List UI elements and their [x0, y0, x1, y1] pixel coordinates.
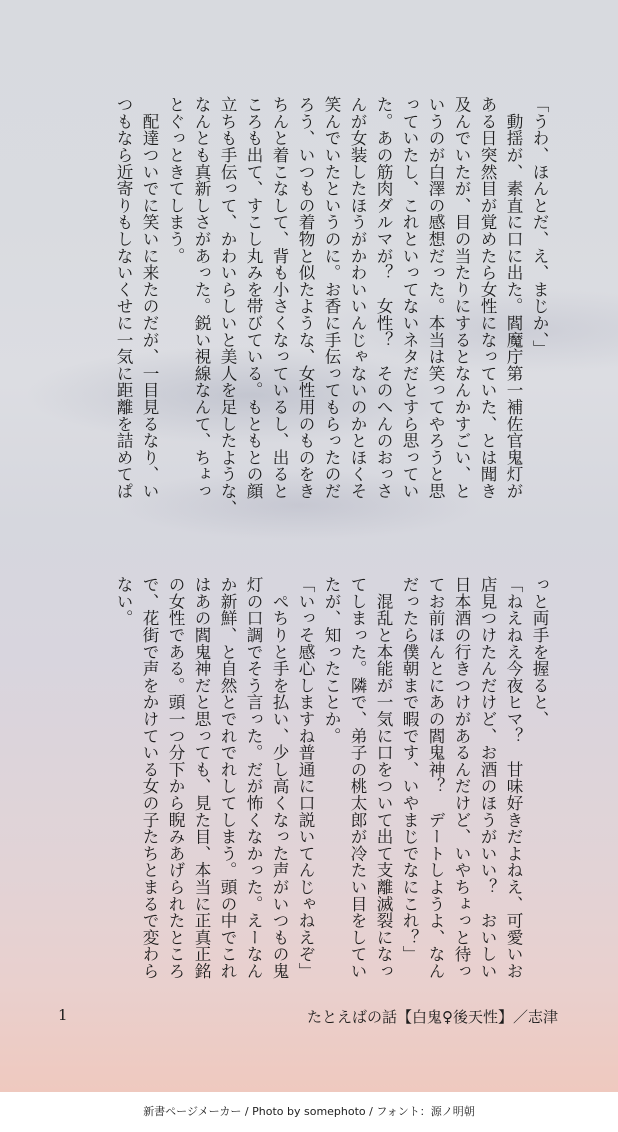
text-line: ちんと着こなして、背も小さくなっているし、出ると — [270, 96, 289, 500]
text-line: ある日突然目が覚めたら女性になっていた、とは聞き — [478, 96, 497, 500]
text-line: 及んでいたが、目の当たりにするとなんかすごい、と — [452, 96, 471, 500]
text-line: ころも出て、すこし丸みを帯びている。もともとの顔 — [244, 96, 263, 500]
text-line: か新鮮、と自然とでれでれしてしまう。頭の中でこれ — [218, 576, 237, 980]
text-line: で、花街で声をかけている女の子たちとまるで変わら — [140, 576, 159, 980]
text-line: 店見つけたんだけど、お酒のほうがいい？ おいしい — [478, 576, 497, 980]
text-line: 灯の口調でそう言った。だが怖くなかった。えーなん — [244, 576, 263, 980]
text-line: 「ねえねえ今夜ヒマ？ 甘味好きだよねえ、可愛いお — [504, 576, 523, 980]
text-line: ない。 — [114, 576, 133, 627]
text-line: 立ちも手伝って、かわいらしいと美人を足したような、 — [218, 96, 237, 516]
text-line: てお前ほんとにあの閻鬼神？ デートしようよ、なん — [426, 576, 445, 980]
text-line: 動揺が、素直に口に出た。閻魔庁第一補佐官鬼灯が — [504, 96, 523, 500]
credit-footer: 新書ページメーカー / Photo by somephoto / フォント：源ノ明朝 — [143, 1105, 475, 1118]
text-line: はあの閻鬼神だと思っても、見た目、本当に正真正銘 — [192, 576, 211, 980]
text-line: ろう、いつもの着物と似たような、女性用のものをき — [296, 96, 315, 500]
text-line: 混乱と本能が一気に口をついて出て支離滅裂になっ — [374, 576, 393, 980]
text-line: の女性である。頭一つ分下から睨みあげられたところ — [166, 576, 185, 980]
text-line: ぺちりと手を払い、少し高くなった声がいつもの鬼 — [270, 576, 289, 980]
text-line: てしまった。隣で、弟子の桃太郎が冷たい目をしてい — [348, 576, 367, 980]
text-line: っていたし、これといってないネタだとすら思ってい — [400, 96, 419, 500]
text-line: た。あの筋肉ダルマが？ 女性？ そのへんのおっさ — [374, 96, 393, 500]
text-line: 「うわ、ほんとだ、え、まじか、」 — [530, 96, 549, 357]
page-number: 1 — [58, 1006, 68, 1024]
text-line: 「いっそ感心しますね普通に口説いてんじゃねえぞ」 — [296, 576, 315, 980]
text-line: んが女装したほうがかわいいんじゃないのかとほくそ — [348, 96, 367, 500]
text-line: たが、知ったことか。 — [322, 576, 341, 744]
text-line: だったら僕朝まで暇です、いやまじでなにこれ？」 — [400, 576, 419, 963]
running-title: たとえばの話【白鬼♀後天性】／志津 — [307, 1008, 558, 1026]
text-line: つもなら近寄りもしないくせに一気に距離を詰めてぱ — [114, 96, 133, 500]
text-line: いうのが白澤の感想だった。本当は笑ってやろうと思 — [426, 96, 445, 500]
text-line: なんとも真新しさがあった。鋭い視線なんて、ちょっ — [192, 96, 211, 500]
text-line: っと両手を握ると、 — [530, 576, 549, 728]
text-line: 日本酒の行きつけがあるんだけど、いやちょっと待っ — [452, 576, 471, 980]
text-line: 笑んでいたというのに。お香に手伝ってもらったのだ — [322, 96, 341, 500]
text-line: とぐっときてしまう。 — [166, 96, 185, 264]
text-line: 配達ついでに笑いに来たのだが、一目見るなり、い — [140, 96, 159, 500]
